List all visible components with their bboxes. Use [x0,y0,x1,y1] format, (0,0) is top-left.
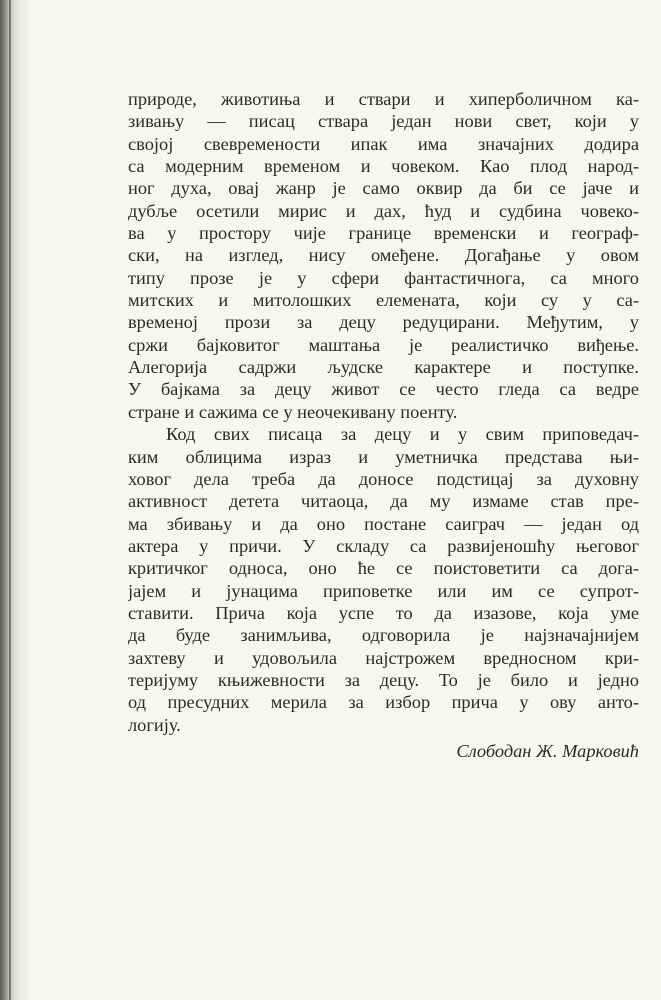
paragraph-1 [128,88,639,423]
text-line: активност детета читаоца, да му измаме став пре- [128,491,639,512]
text-line: сржи бајковитог маштања је реалистичко виђење. [128,334,639,355]
text-line: ставити. Прича која успе то да изазове, која уме [128,602,639,623]
text-line: природе, животиња и ствари и хиперболичном ка- [128,89,639,109]
text-line: да буде занимљива, одговорила је најзначајнијем [128,625,639,646]
text-line: својој свевремености ипак има значајних додира [128,133,639,154]
text-line: дубље осетили мирис и дах, ћуд и судбина човеко- [128,200,639,221]
text-line: ски, на изглед, нису омеђене. Догађање у овом [128,245,639,266]
author-signature: Слободан Ж. Марковић [456,740,639,761]
text-line: актера у причи. У складу са развијеношћу његовог [128,535,639,556]
text-line: ног духа, овај жанр је само оквир да би се јаче и [128,178,639,199]
text-line: ким облицима израз и уметничка представа њи- [128,446,639,467]
text-line: временој прози за децу редуцирани. Међутим, у [128,312,639,333]
text-line: Алегорија садржи људске карактере и поступке. [128,357,639,378]
text-line: јајем и јунацима приповетке или им се супрот- [128,580,639,601]
text-line: ма збивању и да оно постане саиграч — један од [128,513,639,534]
book-spine-shadow [0,0,30,1000]
text-line: Код свих писаца за децу и у свим приповедач- [166,424,639,445]
text-line: У бајкама за децу живот се често гледа са ведре [128,379,639,400]
text-line: критичког односа, оно ће се поистоветити са дога- [128,558,639,579]
text-line: стране и сажима се у неочекивану поенту. [128,401,458,422]
text-line: типу прозе је у сфери фантастичнога, са много [128,267,639,288]
text-line: теријуму књижевности за децу. То је било и једно [128,669,639,690]
body-text [128,88,639,764]
paragraph-2 [128,423,639,736]
text-line: митских и митолошких елемената, који су у са- [128,290,639,311]
text-line: захтеву и удовољила најстрожем вредносном кри- [128,647,639,668]
text-line: ва у простору чије границе временски и географ- [128,223,639,244]
text-line: са модерним временом и човеком. Као плод народ- [128,156,639,177]
page-edge-line [9,0,11,1000]
text-line: ховог дела треба да доносе подстицај за духовну [128,468,639,489]
text-line: логију. [128,714,181,735]
text-line: зивању — писац ствара један нови свет, који у [128,111,639,132]
text-line: од пресудних мерила за избор прича у ову анто- [128,692,639,713]
